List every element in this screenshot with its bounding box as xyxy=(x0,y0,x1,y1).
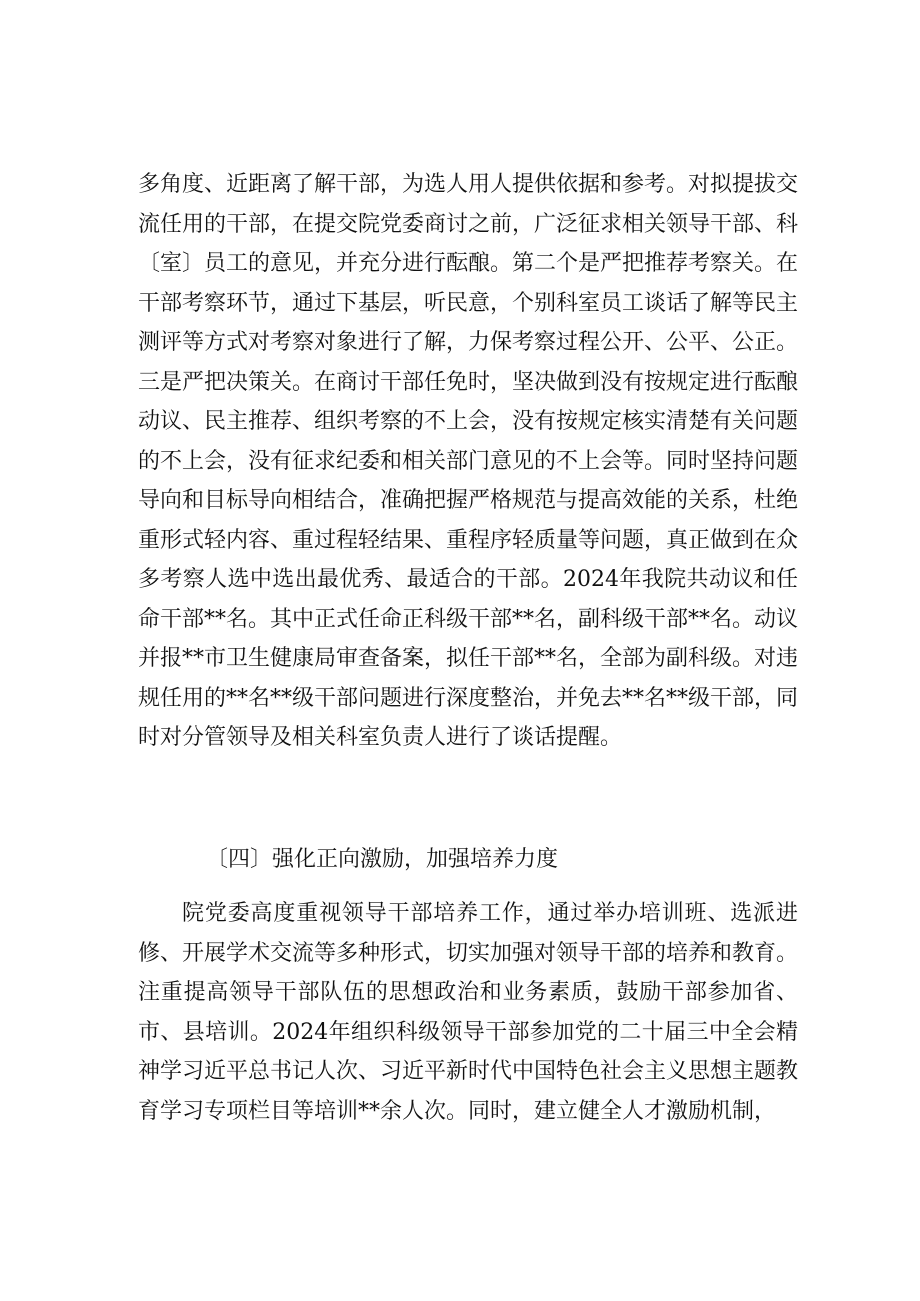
paragraph-cadre-selection: 多角度、近距离了解干部，为选人用人提供依据和参考。对拟提拔交流任用的干部，在提交院党委商讨之前，广泛征求相关领导干部、科〔室〕员工的意见，并充分进行酝酿。第二个是严把推荐考察关。在干部考察环节，通过下基层，听民意，个别科室员工谈话了解等民主测评等方式对考察对象进行了解，力保考察过程公开、公平、公正。三是严把决策关。在商讨干部任免时，坚决做到没有按规定进行酝酿动议、民主推荐、组织考察的不上会，没有按规定核实清楚有关问题的不上会，没有征求纪委和相关部门意见的不上会等。同时坚持问题导向和目标导向相结合，准确把握严格规范与提高效能的关系，杜绝重形式轻内容、重过程轻结果、重程序轻质量等问题，真正做到在众多考察人选中选出最优秀、最适合的干部。2024年我院共动议和任命干部**名。其中正式任命正科级干部**名，副科级干部**名。动议并报**市卫生健康局审查备案，拟任干部**名，全部为副科级。对违规任用的**名**级干部问题进行深度整治，并免去**名**级干部，同时对分管领导及相关科室负责人进行了谈话提醒。 xyxy=(138,172,799,750)
section-heading-four: 〔四〕强化正向激励，加强培养力度 xyxy=(206,847,559,872)
paragraph-cadre-training: 院党委高度重视领导干部培养工作，通过举办培训班、选派进修、开展学术交流等多种形式，切实加强对领导干部的培养和教育。注重提高领导干部队伍的思想政治和业务素质，鼓励干部参加省、市、县培训。2024年组织科级领导干部参加党的二十届三中全会精神学习近平总书记人次、习近平新时代中国特色社会主义思想主题教育学习专项栏目等培训**余人次。同时，建立健全人才激励机制， xyxy=(138,901,799,1124)
